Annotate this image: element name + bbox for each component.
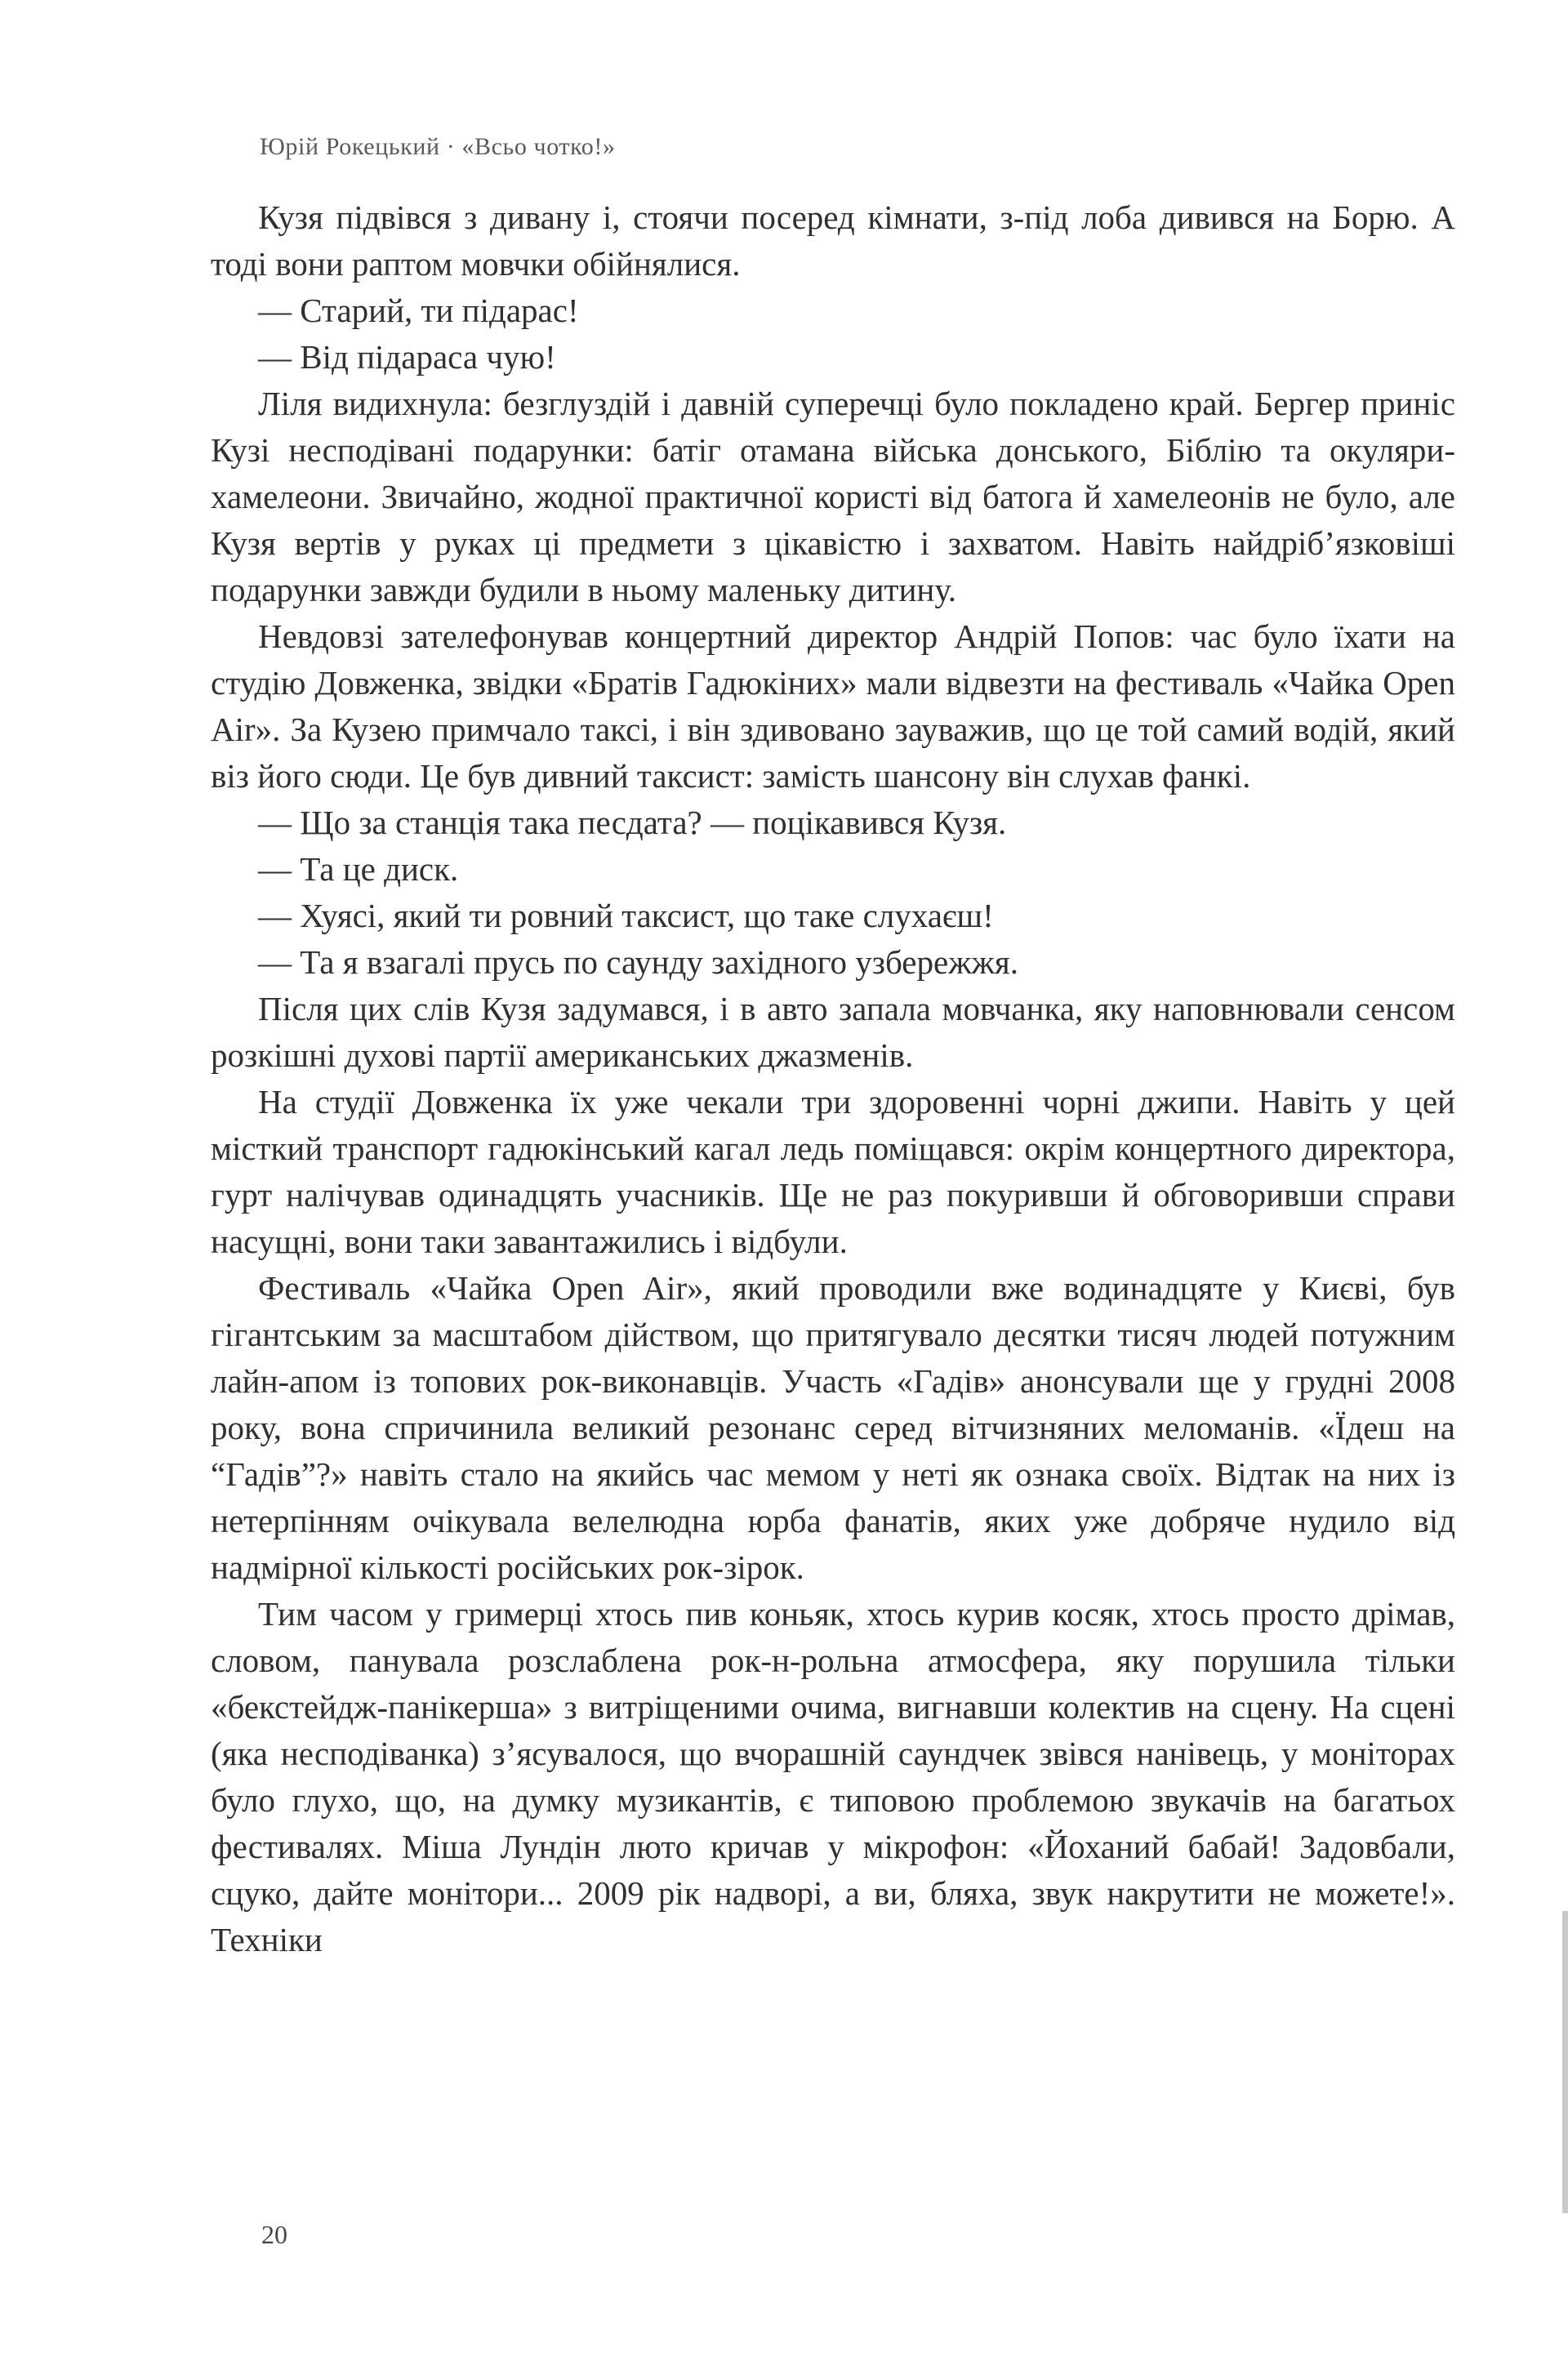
paragraph: Кузя підвівся з дивану і, стоячи посеред кімнати, з-під лоба дивився на Борю. А тоді вони раптом мовчки обійнялися. (211, 198, 1455, 283)
paragraph: — Старий, ти підарас! (258, 292, 579, 329)
page-number: 20 (261, 2220, 287, 2249)
paragraph: Після цих слів Кузя задумався, і в авто запала мовчанка, яку наповнювали сенсом розкішні духові партії американських джазменів. (211, 990, 1455, 1074)
page-edge-shadow (1562, 1911, 1568, 2213)
paragraph: Тим часом у гримерці хтось пив коньяк, хтось курив косяк, хтось просто дрімав, словом, панувала розслаблена рок-н-рольна атмосфера, яку порушила тільки «бекстейдж-панікерша» з витріщеними очима, вигнавши колектив на сцену. На сцені (яка несподіванка) з’ясувалося, що вчорашній саундчек звівся нанівець, у моніторах було глухо, що, на думку музикантів, є типовою проблемою звукачів на багатьох фестивалях. Міша Лундін люто кричав у мікрофон: «Йоханий бабай! Задовбали, сцуко, дайте монітори... 2009 рік надворі, а ви, бляха, звук накрутити не можете!». Техніки (211, 1595, 1455, 1958)
paragraph: На студії Довженка їх уже чекали три здоровенні чорні джипи. Навіть у цей місткий транспорт гадюкінський кагал ледь поміщався: окрім концертного директора, гурт налічував одинадцять учасників. Ще не раз покуривши й обговоривши справи насущні, вони таки завантажились і відбули. (211, 1083, 1455, 1260)
paragraph: — Що за станція така песдата? — поцікавився Кузя. (258, 804, 1007, 841)
page-body (211, 194, 1455, 1963)
paragraph: Невдовзі зателефонував концертний директор Андрій Попов: час було їхати на студію Довженка, звідки «Братів Гадюкіних» мали відвезти на фестиваль «Чайка Open Air». За Кузею примчало таксі, і він здивовано зауважив, що це той самий водій, який віз його сюди. Це був дивний таксист: замість шансону він слухав фанкі. (211, 617, 1455, 795)
paragraph: Ліля видихнула: безглуздій і давній суперечці було покладено край. Бергер приніс Кузі несподівані подарунки: батіг отамана війська донського, Біблію та окуляри-хамелеони. Звичайно, жодної практичної користі від батога й хамелеонів не було, але Кузя вертів у руках ці предмети з цікавістю і захватом. Навіть найдріб’язковіші подарунки завжди будили в ньому маленьку дитину. (211, 385, 1455, 608)
paragraph: — Від підараса чую! (258, 338, 556, 376)
paragraph: — Та це диск. (258, 850, 459, 888)
running-header: Юрій Рокецький · «Всьо чотко!» (260, 133, 616, 160)
paragraph: Фестиваль «Чайка Open Air», який проводили вже водинадцяте у Києві, був гігантським за масштабом дійством, що притягувало десятки тисяч людей потужним лайн-апом із топових рок-виконавців. Участь «Гадів» анонсували ще у грудні 2008 року, вона спричинила великий резонанс серед вітчизняних меломанів. «Їдеш на “Гадів”?» навіть стало на якийсь час мемом у неті як ознака своїх. Відтак на них із нетерпінням очікувала велелюдна юрба фанатів, яких уже добряче нудило від надмірної кількості російських рок-зірок. (211, 1269, 1455, 1586)
paragraph: — Хуясі, який ти ровний таксист, що таке слухаєш! (258, 897, 994, 934)
paragraph: — Та я взагалі прусь по саунду західного узбережжя. (258, 943, 1018, 981)
